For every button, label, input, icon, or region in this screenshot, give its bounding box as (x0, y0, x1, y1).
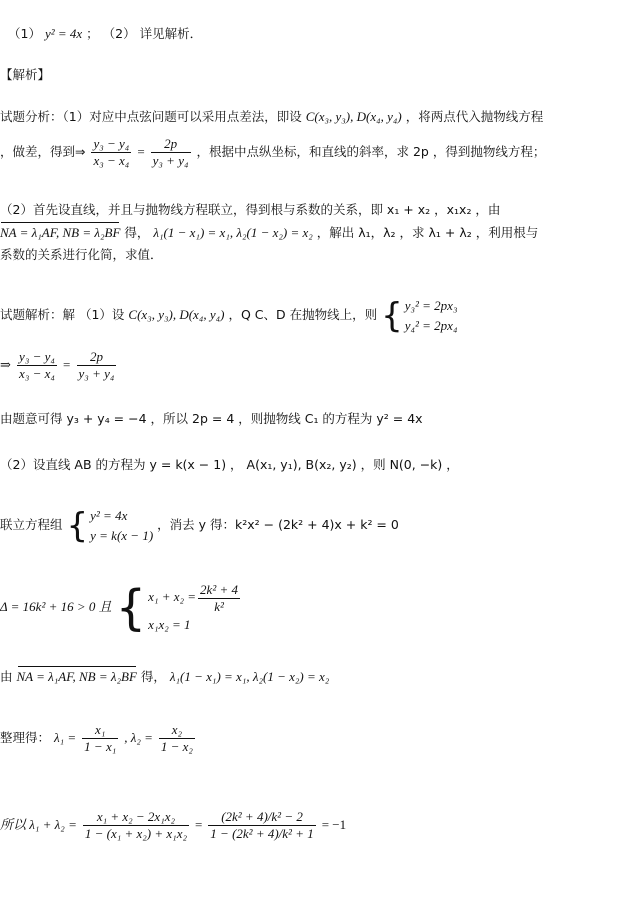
analysis-line-3: （2）首先设直线，并且与抛物线方程联立，得到根与系数的关系，即 x₁ + x₂ ，x₁x₂ ，由 (0, 202, 501, 217)
line-parabola-system (90, 506, 153, 546)
implication-fraction-2 (77, 349, 117, 382)
fraction-denominator: 1 − (2k² + 4)/k² + 1 (210, 826, 314, 841)
analysis-text: ，做差，得到⇒ (0, 144, 86, 159)
answer-separator: ； (86, 26, 99, 41)
vieta-sum-lhs: x₁ + x₂ = (148, 589, 197, 605)
system-eq-2: y = k(x − 1) (90, 527, 154, 543)
analysis-text: ，解出 λ₁，λ₂ ，求 λ₁ + λ₂ ，利用根与 (316, 225, 539, 240)
part1-equation: y² = 4x (44, 26, 83, 41)
fraction-numerator: y₃ − y₄ (19, 349, 55, 364)
vector-relation: NA = λ₁AF, NB = λ₂BF (0, 225, 121, 240)
solution-text: 由 (0, 669, 13, 684)
final-result: = −1 (321, 817, 347, 832)
analysis-text: 试题分析：（1）对应中点弦问题可以采用点差法，即设 (0, 109, 302, 124)
part2-setup: （2）设直线 AB 的方程为 y = k(x − 1) ， A(x₁, y₁), B(x₂, y₂) ，则 N(0, −k) ， (0, 457, 459, 472)
solution-text: 得， (140, 669, 166, 684)
implication-line (0, 345, 118, 386)
analysis-line-1 (0, 108, 543, 126)
analysis-text: ，根据中点纵坐标，和直线的斜率，求 2p ，得到抛物线方程； (196, 144, 546, 159)
analysis-text: ，将两点代入抛物线方程 (405, 109, 544, 124)
fraction-numerator: x₂ (159, 722, 195, 739)
fraction-numerator: 2p (77, 349, 117, 366)
equals-sign: = (63, 357, 71, 372)
system-eq-1: y² = 4x (90, 507, 128, 523)
part1-label: （1） (8, 26, 41, 41)
analysis-fraction-2 (151, 136, 191, 169)
discriminant: Δ = 16k² + 16 > 0 且 (0, 599, 112, 614)
fraction-denominator: 1 − (x₁ + x₂) + x₁x₂ (84, 826, 187, 841)
final-fraction-2 (208, 809, 315, 842)
final-lhs: 所以 λ₁ + λ₂ = (0, 817, 77, 832)
fraction-numerator: x₁ + x₂ − 2x₁x₂ (83, 809, 189, 826)
fraction-numerator: (2k² + 4)/k² − 2 (208, 809, 315, 826)
equals-sign: = (137, 144, 145, 159)
system-eq-2: y₄² = 2px₄ (404, 317, 458, 333)
vector-relation: NA = λ₁AF, NB = λ₂BF (16, 669, 137, 684)
lambda1-lhs: λ₁ = (54, 730, 77, 745)
analysis-line-5: 系数的关系进行化简，求值． (0, 247, 163, 262)
lambda-equation: λ₁(1 − x₁) = x₁, λ₂(1 − x₂) = x₂ (153, 225, 313, 240)
fraction-denominator: x₃ − x₄ (93, 153, 130, 168)
fraction-denominator: x₃ − x₄ (19, 366, 55, 381)
system-brace: { (115, 579, 147, 636)
fraction-numerator: 2k² + 4 (200, 581, 238, 597)
section-title: 【解析】 (0, 67, 51, 82)
part2-label: （2） (102, 26, 136, 41)
fraction-numerator: y₃ − y₄ (93, 136, 130, 151)
implication-fraction-1 (17, 349, 57, 382)
fraction-numerator: x₁ (82, 722, 118, 739)
system-eq-1: y₃² = 2px₃ (404, 297, 458, 313)
implies-symbol: ⇒ (0, 357, 11, 372)
analysis-line-4 (0, 224, 538, 242)
delta-line (0, 572, 242, 642)
analysis-fraction-1 (91, 136, 131, 169)
fraction-denominator: y₃ + y₄ (152, 153, 189, 168)
equals-sign: = (194, 817, 203, 832)
solution-text: ，Q C、D 在抛物线上，则 (228, 307, 378, 322)
parabola-system (405, 296, 458, 336)
solution-text: 整理得： (0, 730, 51, 745)
fraction-denominator: y₃ + y₄ (78, 366, 115, 381)
final-line (0, 790, 346, 860)
fraction-denominator: 1 − x₁ (84, 739, 117, 754)
simplify-line (0, 718, 197, 758)
solution-intro (0, 290, 457, 340)
fraction-numerator: 2p (151, 136, 191, 153)
system-line (0, 500, 399, 550)
solution-points: C(x₃, y₃), D(x₄, y₄) (128, 307, 225, 322)
vieta-fraction (198, 582, 240, 615)
vieta-system (148, 580, 242, 635)
fraction-denominator: k² (214, 598, 224, 614)
part2-text: 详见解析． (139, 26, 203, 41)
system-brace: { (381, 295, 403, 336)
vieta-product: x₁x₂ = 1 (148, 616, 191, 632)
vector-line (0, 668, 329, 686)
lambda2-fraction (159, 722, 195, 755)
lambda1-fraction (82, 722, 118, 755)
fraction-denominator: 1 − x₂ (160, 739, 193, 754)
solution-text: 联立方程组 (0, 517, 63, 532)
lambda-equation: λ₁(1 − x₁) = x₁, λ₂(1 − x₂) = x₂ (169, 669, 330, 684)
answer-line (8, 25, 202, 43)
system-brace: { (66, 505, 89, 546)
analysis-text: 得， (124, 225, 150, 240)
solution-text: 试题解析：解 （1）设 (0, 307, 125, 322)
solution-text: ，消去 y 得：k²x² − (2k² + 4)x + k² = 0 (157, 517, 399, 532)
analysis-points: C(x₃, y₃), D(x₄, y₄) (305, 109, 402, 124)
analysis-line-2 (0, 132, 545, 172)
condition-line: 由题意可得 y₃ + y₄ = −4 ，所以 2p = 4 ，则抛物线 C₁ 的方程为 y² = 4x (0, 411, 423, 426)
final-fraction-1 (83, 809, 189, 842)
lambda2-lhs: , λ₂ = (124, 730, 153, 745)
